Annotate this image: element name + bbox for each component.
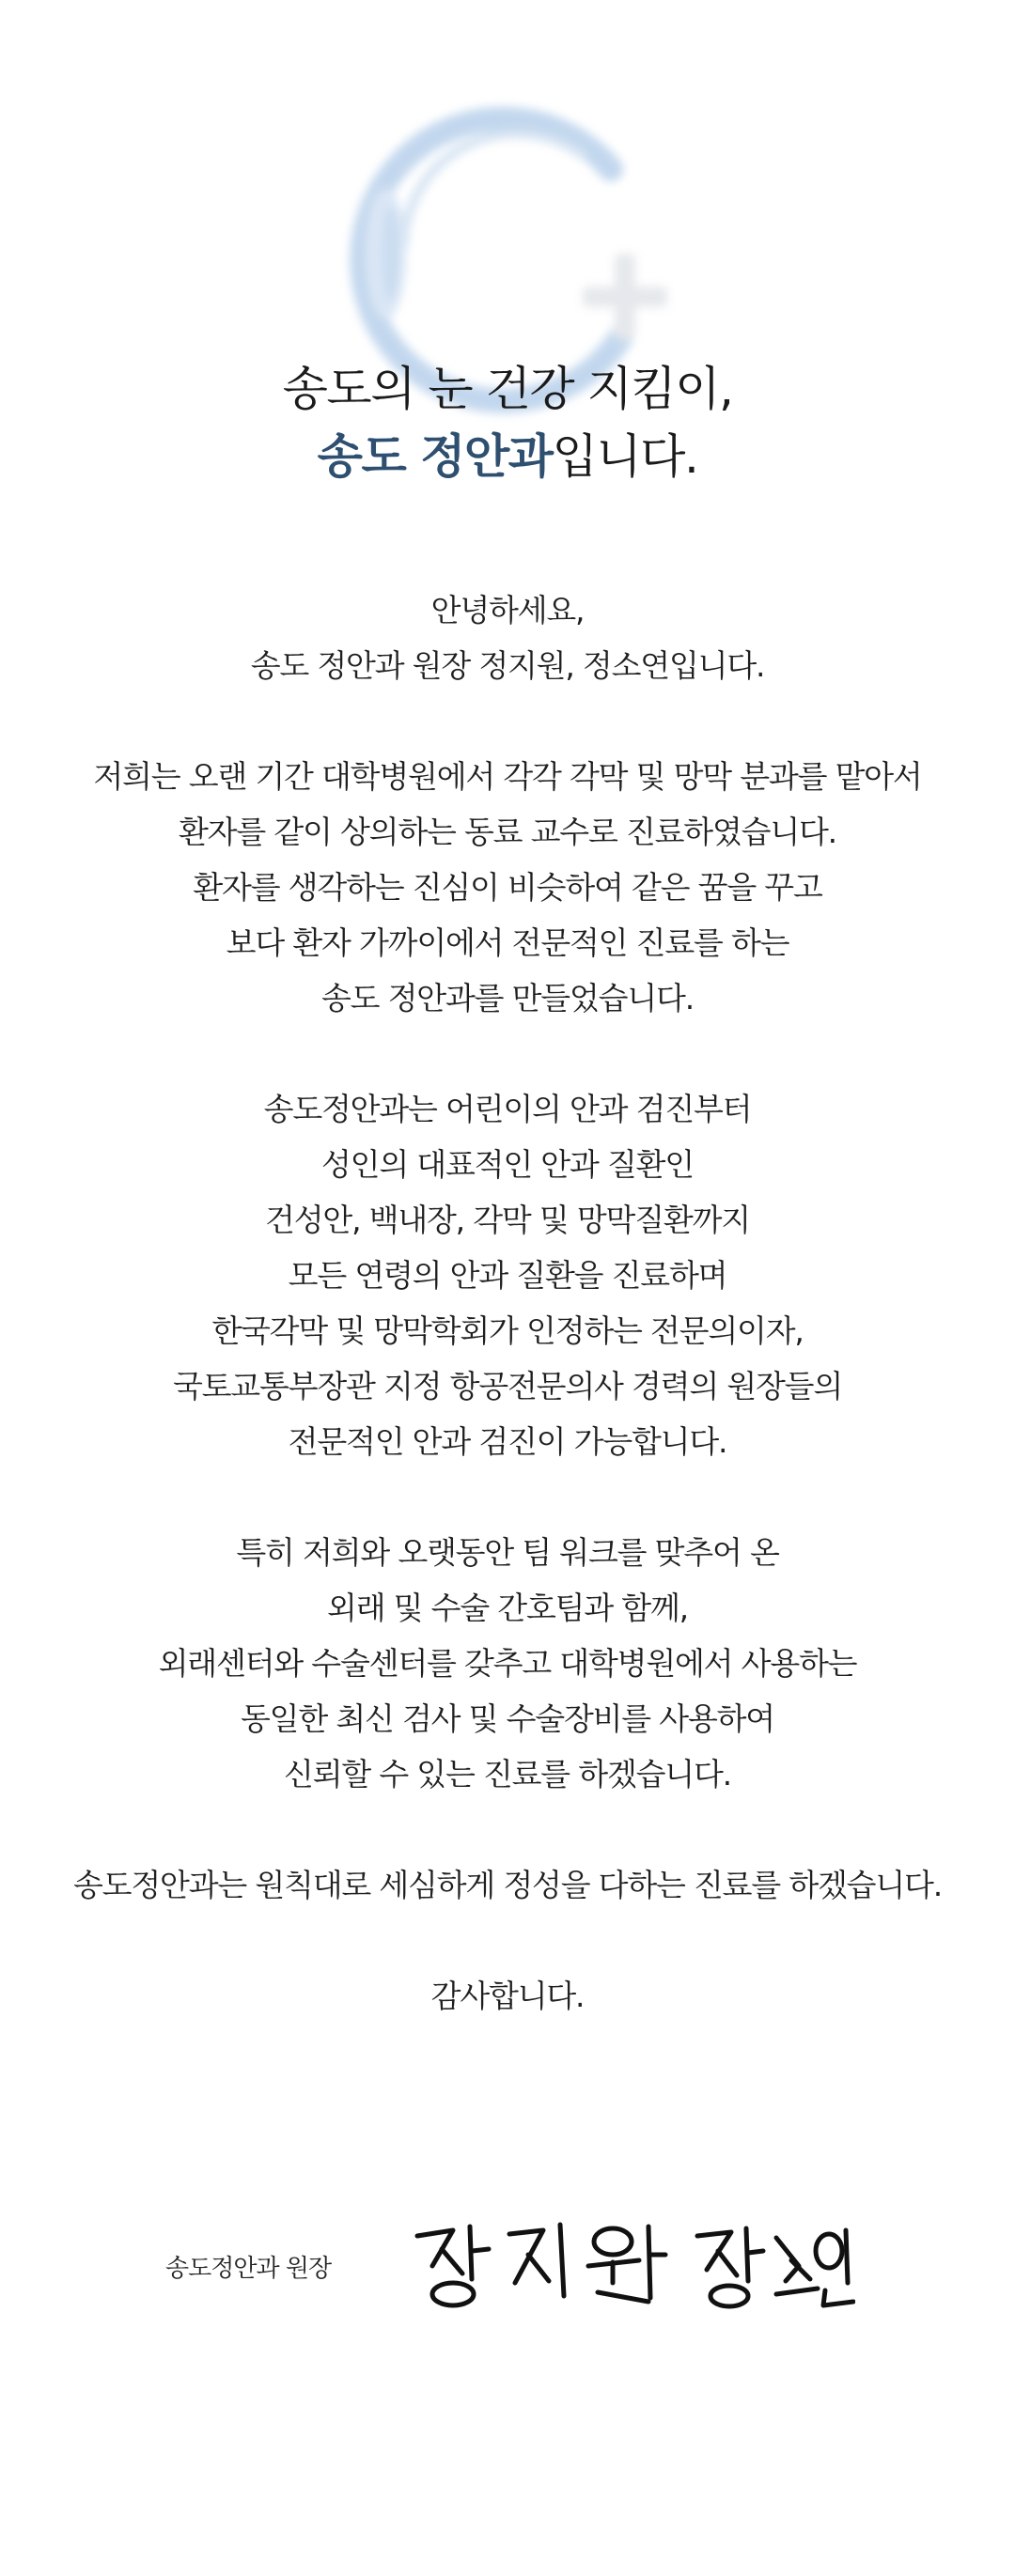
clinic-name-accent: 송도 정안과 [317,429,553,484]
heading-line-2-rest: 입니다. [552,429,698,484]
paragraph-team [0,1525,1015,1802]
greeting-body [0,582,1015,2079]
paragraph-promise [0,1857,1015,1913]
text-line: 성인의 대표적인 안과 질환인 [320,1146,694,1183]
text-line: 환자를 생각하는 진심이 비슷하여 같은 꿈을 꾸고 [193,869,822,906]
paragraph-services [0,1081,1015,1469]
text-line: 보다 환자 가까이에서 전문적인 진료를 하는 [226,924,789,961]
text-line: 동일한 최신 검사 및 수술장비를 사용하여 [241,1700,774,1737]
paragraph-thanks [0,1968,1015,2024]
text-line: 건성안, 백내장, 각막 및 망막질환까지 [265,1202,750,1238]
text-line: 안녕하세요, [430,592,585,628]
text-line: 외래센터와 수술센터를 갖추고 대학병원에서 사용하는 [158,1645,857,1682]
page-heading [0,355,1015,490]
text-line: 모든 연령의 안과 질환을 진료하며 [288,1257,727,1294]
paragraph-greeting [0,582,1015,693]
text-line: 전문적인 안과 검진이 가능합니다. [288,1423,727,1460]
text-line: 신뢰할 수 있는 진료를 하겠습니다. [284,1756,731,1792]
signature-row [0,2208,1015,2320]
text-line: 환자를 같이 상의하는 동료 교수로 진료하였습니다. [179,814,836,850]
heading-line-2 [0,423,1015,490]
signature-caption: 송도정안과 원장 [165,2255,332,2283]
text-line: 특히 저희와 오랫동안 팀 워크를 맞추어 온 [236,1534,779,1571]
text-line: 송도정안과는 어린이의 안과 검진부터 [263,1091,752,1127]
text-line: 저희는 오랜 기간 대학병원에서 각각 각막 및 망막 분과를 맡아서 [93,758,922,795]
text-line: 감사합니다. [430,1978,585,2014]
text-line: 송도 정안과를 만들었습니다. [320,980,694,1016]
text-line: 외래 및 수술 간호팀과 함께, [327,1590,688,1626]
text-line: 한국각막 및 망막학회가 인정하는 전문의이자, [211,1312,804,1349]
text-line: 송도 정안과 원장 정지원, 정소연입니다. [250,647,765,684]
text-line: 국토교통부장관 지정 항공전문의사 경력의 원장들의 [172,1368,843,1404]
text-line: 송도정안과는 원칙대로 세심하게 정성을 다하는 진료를 하겠습니다. [72,1867,942,1903]
paragraph-history [0,749,1015,1026]
heading-line-1: 송도의 눈 건강 지킴이, [282,362,733,416]
handwritten-signature [404,2208,855,2320]
